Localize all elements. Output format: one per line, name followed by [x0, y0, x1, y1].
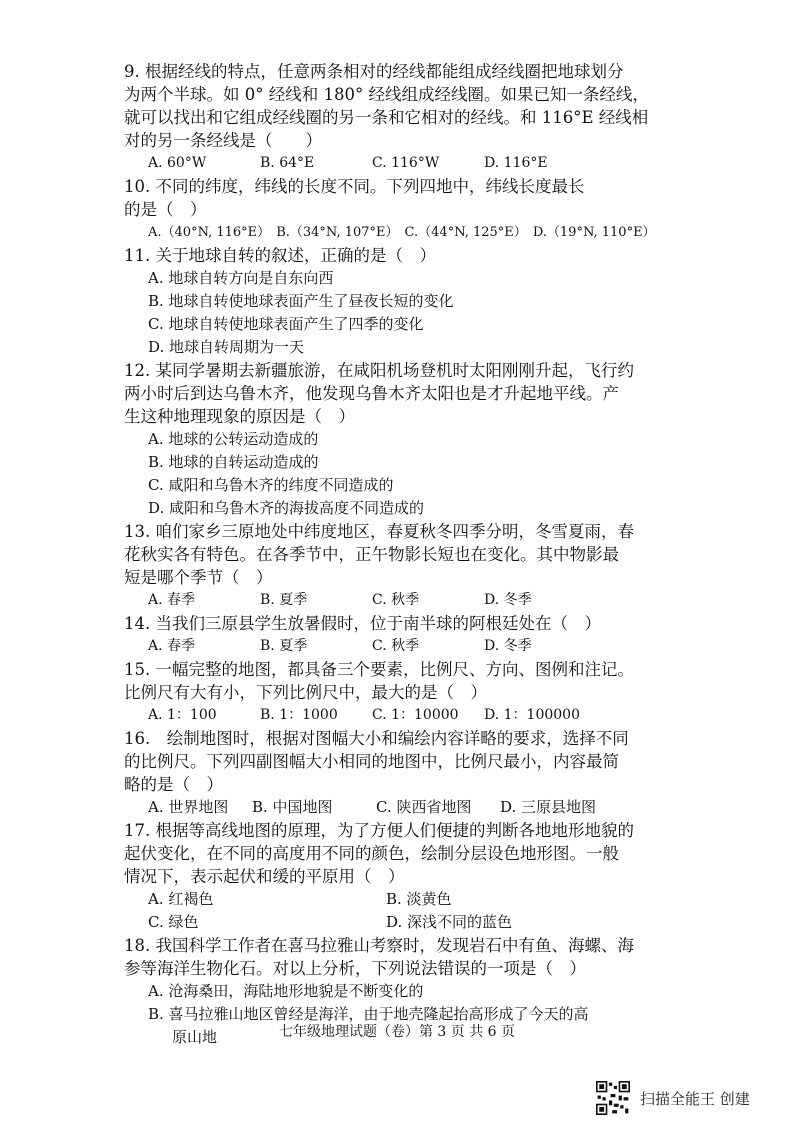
- question-text: 16. 绘制地图时，根据对图幅大小和编绘内容详略的要求，选择不同: [124, 729, 629, 748]
- option-a: A. 春季: [148, 638, 196, 654]
- option-b: B. 地球自转使地球表面产生了昼夜长短的变化: [148, 292, 454, 310]
- options-row: [124, 221, 684, 244]
- option-b: B. 夏季: [260, 638, 308, 654]
- question-text: 18. 我国科学工作者在喜马拉雅山考察时，发现岩石中有鱼、海螺、海: [124, 936, 634, 955]
- option-c: C. 秋季: [372, 592, 420, 608]
- options-row: [124, 152, 684, 175]
- option-d: D. 116°E: [484, 155, 548, 171]
- question-text: 就可以找出和它组成经线圈的另一条和它相对的经线。和 116°E 经线相: [124, 108, 649, 127]
- option-a: A. 1：100: [148, 707, 217, 723]
- option-d: D. 冬季: [484, 638, 532, 654]
- question-text: 起伏变化，在不同的高度用不同的颜色，绘制分层设色地形图。一般: [124, 844, 619, 863]
- options-row: [124, 796, 684, 819]
- page-footer: 七年级地理试题（卷）第 3 页 共 6 页: [278, 1024, 516, 1040]
- option-b-continued: 原山地: [172, 1028, 218, 1046]
- question-text: 情况下，表示起伏和缓的平原用（ ）: [124, 867, 405, 886]
- watermark-text: 扫描全能王 创建: [640, 1089, 750, 1108]
- option-b: B. 地球的自转运动造成的: [148, 453, 319, 471]
- option-b: B. 中国地图: [252, 798, 333, 816]
- question-15: [124, 658, 684, 727]
- options-row: [124, 888, 684, 911]
- question-text: 11. 关于地球自转的叙述，正确的是（ ）: [124, 246, 436, 265]
- question-13: [124, 520, 684, 612]
- options-row: [124, 911, 684, 934]
- question-text: 9. 根据经线的特点，任意两条相对的经线都能组成经线圈把地球划分: [124, 62, 624, 81]
- option-a: A. 地球自转方向是自东向西: [148, 269, 334, 287]
- options-row: [124, 589, 684, 612]
- question-12: [124, 359, 684, 520]
- question-text: 15. 一幅完整的地图，都具备三个要素，比例尺、方向、图例和注记。: [124, 660, 634, 679]
- option-b: B. 夏季: [260, 592, 308, 608]
- option-b: B. 64°E: [260, 155, 315, 171]
- question-text: 14. 当我们三原县学生放暑假时，位于南半球的阿根廷处在（ ）: [124, 614, 601, 633]
- question-text: 参等海洋生物化石。对以上分析，下列说法错误的一项是（ ）: [124, 959, 586, 978]
- option-b: B. 淡黄色: [386, 890, 452, 908]
- options-row: [124, 704, 684, 727]
- option-c: C. 咸阳和乌鲁木齐的纬度不同造成的: [148, 476, 394, 494]
- option-c: C. 116°W: [372, 155, 440, 171]
- question-text: 17. 根据等高线地图的原理，为了方便人们便捷的判断各地地形地貌的: [124, 821, 634, 840]
- option-a: A. 世界地图: [148, 798, 229, 816]
- option-a: A. 地球的公转运动造成的: [148, 430, 319, 448]
- question-17: [124, 819, 684, 934]
- qr-code-icon: [596, 1081, 630, 1115]
- option-a: A. 春季: [148, 592, 196, 608]
- question-text: 10. 不同的纬度，纬线的长度不同。下列四地中，纬线长度最长: [124, 177, 585, 196]
- question-text: 13. 咱们家乡三原地处中纬度地区，春夏秋冬四季分明，冬雪夏雨，春: [124, 522, 634, 541]
- option-d: D. 三原县地图: [500, 798, 597, 816]
- option-b: B. 喜马拉雅山地区曾经是海洋，由于地壳隆起抬高形成了今天的高: [148, 1005, 589, 1023]
- option-a: A. 60°W: [148, 155, 207, 171]
- question-text: 为两个半球。如 0° 经线和 180° 经线组成经线圈。如果已知一条经线，: [124, 85, 649, 104]
- option-b: B.（34°N, 107°E）: [276, 225, 399, 240]
- option-a: A. 沧海桑田，海陆地形地貌是不断变化的: [148, 982, 424, 1000]
- question-11: [124, 244, 684, 359]
- option-d: D. 咸阳和乌鲁木齐的海拔高度不同造成的: [148, 499, 425, 517]
- option-d: D. 冬季: [484, 592, 532, 608]
- question-text: 短是哪个季节（ ）: [124, 568, 273, 587]
- question-text: 比例尺有大有小，下列比例尺中，最大的是（ ）: [124, 683, 487, 702]
- question-14: [124, 612, 684, 658]
- question-10: [124, 175, 684, 244]
- option-a: A. 红褐色: [148, 890, 214, 908]
- option-a: A.（40°N, 116°E）: [148, 225, 271, 240]
- question-text: 12. 某同学暑期去新疆旅游，在咸阳机场登机时太阳刚刚升起，飞行约: [124, 361, 634, 380]
- question-16: [124, 727, 684, 819]
- question-text: 略的是（ ）: [124, 775, 223, 794]
- scanner-watermark: [596, 1080, 750, 1116]
- question-text: 的是（ ）: [124, 200, 207, 219]
- question-text: 花秋实各有特色。在各季节中，正午物影长短也在变化。其中物影最: [124, 545, 619, 564]
- option-c: C. 陕西省地图: [376, 798, 472, 816]
- question-list: [124, 60, 684, 1049]
- option-d: D.（19°N, 110°E）: [532, 225, 656, 240]
- option-c: C. 秋季: [372, 638, 420, 654]
- question-text: 生这种地理现象的原因是（ ）: [124, 407, 355, 426]
- option-c: C. 绿色: [148, 913, 199, 931]
- options-row: [124, 635, 684, 658]
- question-text: 两小时后到达乌鲁木齐，他发现乌鲁木齐太阳也是才升起地平线。产: [124, 384, 619, 403]
- option-c: C. 地球自转使地球表面产生了四季的变化: [148, 315, 424, 333]
- option-b: B. 1：1000: [260, 707, 338, 723]
- option-d: D. 地球自转周期为一天: [148, 338, 305, 356]
- question-text: 对的另一条经线是（ ）: [124, 131, 322, 150]
- option-d: D. 深浅不同的蓝色: [386, 913, 513, 931]
- option-c: C. 1：10000: [372, 707, 459, 723]
- option-c: C.（44°N, 125°E）: [404, 225, 527, 240]
- question-text: 的比例尺。下列四副图幅大小相同的地图中，比例尺最小，内容最简: [124, 752, 619, 771]
- question-9: [124, 60, 684, 175]
- option-d: D. 1：100000: [484, 707, 580, 723]
